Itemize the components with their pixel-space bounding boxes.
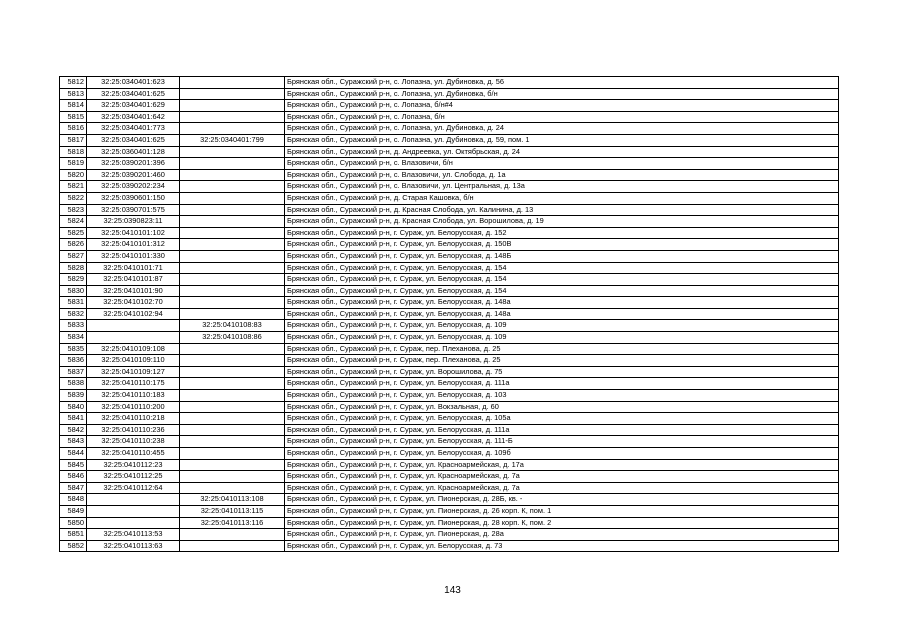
cadastral-number-cell: 32:25:0410102:94 xyxy=(87,308,180,320)
row-number-cell: 5831 xyxy=(60,297,87,309)
table-row xyxy=(60,332,839,344)
row-number-cell: 5822 xyxy=(60,192,87,204)
related-cadastral-number-cell xyxy=(180,471,285,483)
table-row xyxy=(60,297,839,309)
related-cadastral-number-cell xyxy=(180,239,285,251)
cadastral-number-cell: 32:25:0410110:236 xyxy=(87,424,180,436)
address-cell: Брянская обл., Суражский р-н, г. Сураж, ул. Красноармейская, д. 17а xyxy=(285,459,839,471)
row-number-cell: 5819 xyxy=(60,158,87,170)
address-cell: Брянская обл., Суражский р-н, г. Сураж, ул. Белорусская, д. 111а xyxy=(285,378,839,390)
table-row xyxy=(60,390,839,402)
cadastral-number-cell xyxy=(87,320,180,332)
row-number-cell: 5828 xyxy=(60,262,87,274)
table-row xyxy=(60,285,839,297)
row-number-cell: 5840 xyxy=(60,401,87,413)
related-cadastral-number-cell xyxy=(180,285,285,297)
related-cadastral-number-cell xyxy=(180,540,285,552)
table-row xyxy=(60,378,839,390)
related-cadastral-number-cell xyxy=(180,227,285,239)
related-cadastral-number-cell xyxy=(180,413,285,425)
row-number-cell: 5847 xyxy=(60,482,87,494)
table-row xyxy=(60,355,839,367)
related-cadastral-number-cell: 32:25:0410108:86 xyxy=(180,332,285,344)
table-row xyxy=(60,308,839,320)
cadastral-number-cell: 32:25:0410102:70 xyxy=(87,297,180,309)
cadastral-number-cell: 32:25:0410110:183 xyxy=(87,390,180,402)
related-cadastral-number-cell xyxy=(180,355,285,367)
cadastral-number-cell: 32:25:0410110:238 xyxy=(87,436,180,448)
cadastral-number-cell: 32:25:0390201:460 xyxy=(87,169,180,181)
address-cell: Брянская обл., Суражский р-н, с. Влазовичи, ул. Центральная, д. 13а xyxy=(285,181,839,193)
cadastral-number-cell: 32:25:0410113:53 xyxy=(87,529,180,541)
table-row xyxy=(60,111,839,123)
row-number-cell: 5827 xyxy=(60,250,87,262)
related-cadastral-number-cell xyxy=(180,192,285,204)
related-cadastral-number-cell xyxy=(180,100,285,112)
address-cell: Брянская обл., Суражский р-н, г. Сураж, ул. Белорусская, д. 111-Б xyxy=(285,436,839,448)
address-cell: Брянская обл., Суражский р-н, г. Сураж, ул. Пионерская, д. 28а xyxy=(285,529,839,541)
address-cell: Брянская обл., Суражский р-н, г. Сураж, ул. Красноармейская, д. 7а xyxy=(285,471,839,483)
address-cell: Брянская обл., Суражский р-н, д. Андреевка, ул. Октябрьская, д. 24 xyxy=(285,146,839,158)
related-cadastral-number-cell xyxy=(180,204,285,216)
address-cell: Брянская обл., Суражский р-н, г. Сураж, ул. Пионерская, д. 28Б, кв. - xyxy=(285,494,839,506)
address-cell: Брянская обл., Суражский р-н, г. Сураж, ул. Белорусская, д. 105а xyxy=(285,413,839,425)
table-row xyxy=(60,448,839,460)
row-number-cell: 5823 xyxy=(60,204,87,216)
related-cadastral-number-cell: 32:25:0410113:115 xyxy=(180,505,285,517)
address-cell: Брянская обл., Суражский р-н, д. Красная Слобода, ул. Калинина, д. 13 xyxy=(285,204,839,216)
cadastral-number-cell: 32:25:0410110:455 xyxy=(87,448,180,460)
cadastral-number-cell: 32:25:0410109:127 xyxy=(87,366,180,378)
address-cell: Брянская обл., Суражский р-н, с. Лопазна, б/н#4 xyxy=(285,100,839,112)
row-number-cell: 5850 xyxy=(60,517,87,529)
related-cadastral-number-cell xyxy=(180,123,285,135)
address-cell: Брянская обл., Суражский р-н, г. Сураж, ул. Белорусская, д. 148а xyxy=(285,297,839,309)
row-number-cell: 5852 xyxy=(60,540,87,552)
cadastral-number-cell: 32:25:0410113:63 xyxy=(87,540,180,552)
row-number-cell: 5820 xyxy=(60,169,87,181)
related-cadastral-number-cell xyxy=(180,297,285,309)
address-cell: Брянская обл., Суражский р-н, с. Влазовичи, ул. Слобода, д. 1а xyxy=(285,169,839,181)
row-number-cell: 5825 xyxy=(60,227,87,239)
table-row xyxy=(60,482,839,494)
related-cadastral-number-cell xyxy=(180,308,285,320)
related-cadastral-number-cell: 32:25:0410113:108 xyxy=(180,494,285,506)
table-row xyxy=(60,100,839,112)
related-cadastral-number-cell xyxy=(180,529,285,541)
related-cadastral-number-cell xyxy=(180,459,285,471)
row-number-cell: 5836 xyxy=(60,355,87,367)
address-cell: Брянская обл., Суражский р-н, г. Сураж, ул. Белорусская, д. 109б xyxy=(285,448,839,460)
table-row xyxy=(60,505,839,517)
table-row xyxy=(60,158,839,170)
table-row xyxy=(60,459,839,471)
table-row xyxy=(60,146,839,158)
row-number-cell: 5837 xyxy=(60,366,87,378)
row-number-cell: 5848 xyxy=(60,494,87,506)
table-row xyxy=(60,250,839,262)
cadastral-number-cell: 32:25:0390201:396 xyxy=(87,158,180,170)
cadastral-number-cell: 32:25:0410112:25 xyxy=(87,471,180,483)
cadastral-number-cell: 32:25:0410101:71 xyxy=(87,262,180,274)
cadastral-number-cell: 32:25:0390202:234 xyxy=(87,181,180,193)
address-cell: Брянская обл., Суражский р-н, г. Сураж, ул. Пионерская, д. 26 корп. К, пом. 1 xyxy=(285,505,839,517)
address-cell: Брянская обл., Суражский р-н, г. Сураж, ул. Белорусская, д. 150В xyxy=(285,239,839,251)
row-number-cell: 5814 xyxy=(60,100,87,112)
table-row xyxy=(60,204,839,216)
cadastral-number-cell: 32:25:0410112:64 xyxy=(87,482,180,494)
related-cadastral-number-cell xyxy=(180,366,285,378)
table-row xyxy=(60,216,839,228)
cadastral-number-cell: 32:25:0410101:330 xyxy=(87,250,180,262)
cadastral-number-cell: 32:25:0340401:625 xyxy=(87,88,180,100)
related-cadastral-number-cell xyxy=(180,482,285,494)
related-cadastral-number-cell xyxy=(180,274,285,286)
related-cadastral-number-cell xyxy=(180,378,285,390)
address-cell: Брянская обл., Суражский р-н, с. Лопазна, ул. Дубиновка, д. 56 xyxy=(285,77,839,89)
cadastral-number-cell: 32:25:0390823:11 xyxy=(87,216,180,228)
row-number-cell: 5824 xyxy=(60,216,87,228)
related-cadastral-number-cell xyxy=(180,401,285,413)
cadastral-number-cell xyxy=(87,332,180,344)
address-cell: Брянская обл., Суражский р-н, г. Сураж, ул. Красноармейская, д. 7а xyxy=(285,482,839,494)
registry-table xyxy=(59,76,839,552)
address-cell: Брянская обл., Суражский р-н, с. Влазовичи, б/н xyxy=(285,158,839,170)
cadastral-number-cell xyxy=(87,505,180,517)
table-row xyxy=(60,123,839,135)
table-row xyxy=(60,181,839,193)
related-cadastral-number-cell xyxy=(180,424,285,436)
row-number-cell: 5818 xyxy=(60,146,87,158)
row-number-cell: 5851 xyxy=(60,529,87,541)
table-row xyxy=(60,134,839,146)
address-cell: Брянская обл., Суражский р-н, с. Лопазна, ул. Дубиновка, д. 24 xyxy=(285,123,839,135)
cadastral-number-cell: 32:25:0410110:218 xyxy=(87,413,180,425)
table-row xyxy=(60,192,839,204)
cadastral-number-cell: 32:25:0410101:312 xyxy=(87,239,180,251)
address-cell: Брянская обл., Суражский р-н, д. Старая Кашовка, б/н xyxy=(285,192,839,204)
table-row xyxy=(60,540,839,552)
related-cadastral-number-cell xyxy=(180,181,285,193)
address-cell: Брянская обл., Суражский р-н, д. Красная Слобода, ул. Ворошилова, д. 19 xyxy=(285,216,839,228)
related-cadastral-number-cell xyxy=(180,343,285,355)
table-row xyxy=(60,343,839,355)
table-row xyxy=(60,401,839,413)
related-cadastral-number-cell xyxy=(180,111,285,123)
table-row xyxy=(60,517,839,529)
related-cadastral-number-cell xyxy=(180,158,285,170)
cadastral-number-cell: 32:25:0410110:200 xyxy=(87,401,180,413)
table-row xyxy=(60,424,839,436)
row-number-cell: 5841 xyxy=(60,413,87,425)
related-cadastral-number-cell: 32:25:0340401:799 xyxy=(180,134,285,146)
address-cell: Брянская обл., Суражский р-н, с. Лопазна, ул. Дубиновка, д. 59, пом. 1 xyxy=(285,134,839,146)
cadastral-number-cell: 32:25:0410101:102 xyxy=(87,227,180,239)
related-cadastral-number-cell xyxy=(180,262,285,274)
related-cadastral-number-cell xyxy=(180,436,285,448)
address-cell: Брянская обл., Суражский р-н, г. Сураж, ул. Белорусская, д. 148а xyxy=(285,308,839,320)
related-cadastral-number-cell xyxy=(180,448,285,460)
address-cell: Брянская обл., Суражский р-н, г. Сураж, ул. Белорусская, д. 109 xyxy=(285,332,839,344)
address-cell: Брянская обл., Суражский р-н, г. Сураж, пер. Плеханова, д. 25 xyxy=(285,355,839,367)
table-row xyxy=(60,262,839,274)
table-row xyxy=(60,413,839,425)
related-cadastral-number-cell xyxy=(180,390,285,402)
related-cadastral-number-cell: 32:25:0410108:83 xyxy=(180,320,285,332)
row-number-cell: 5829 xyxy=(60,274,87,286)
address-cell: Брянская обл., Суражский р-н, г. Сураж, ул. Белорусская, д. 148Б xyxy=(285,250,839,262)
address-cell: Брянская обл., Суражский р-н, г. Сураж, ул. Белорусская, д. 154 xyxy=(285,274,839,286)
address-cell: Брянская обл., Суражский р-н, г. Сураж, ул. Белорусская, д. 111а xyxy=(285,424,839,436)
row-number-cell: 5846 xyxy=(60,471,87,483)
cadastral-number-cell: 32:25:0340401:642 xyxy=(87,111,180,123)
cadastral-number-cell: 32:25:0340401:625 xyxy=(87,134,180,146)
row-number-cell: 5835 xyxy=(60,343,87,355)
address-cell: Брянская обл., Суражский р-н, г. Сураж, ул. Пионерская, д. 28 корп. К, пом. 2 xyxy=(285,517,839,529)
table-row xyxy=(60,529,839,541)
cadastral-number-cell: 32:25:0410110:175 xyxy=(87,378,180,390)
row-number-cell: 5844 xyxy=(60,448,87,460)
address-cell: Брянская обл., Суражский р-н, с. Лопазна, ул. Дубиновка, б/н xyxy=(285,88,839,100)
cadastral-number-cell xyxy=(87,494,180,506)
cadastral-number-cell: 32:25:0410109:108 xyxy=(87,343,180,355)
related-cadastral-number-cell xyxy=(180,216,285,228)
table-row xyxy=(60,471,839,483)
row-number-cell: 5833 xyxy=(60,320,87,332)
table-row xyxy=(60,88,839,100)
address-cell: Брянская обл., Суражский р-н, г. Сураж, пер. Плеханова, д. 25 xyxy=(285,343,839,355)
row-number-cell: 5842 xyxy=(60,424,87,436)
row-number-cell: 5838 xyxy=(60,378,87,390)
row-number-cell: 5830 xyxy=(60,285,87,297)
cadastral-number-cell: 32:25:0390601:150 xyxy=(87,192,180,204)
cadastral-number-cell: 32:25:0410101:90 xyxy=(87,285,180,297)
cadastral-number-cell: 32:25:0390701:575 xyxy=(87,204,180,216)
row-number-cell: 5834 xyxy=(60,332,87,344)
row-number-cell: 5815 xyxy=(60,111,87,123)
cadastral-number-cell: 32:25:0340401:773 xyxy=(87,123,180,135)
cadastral-number-cell: 32:25:0410109:110 xyxy=(87,355,180,367)
address-cell: Брянская обл., Суражский р-н, с. Лопазна, б/н xyxy=(285,111,839,123)
row-number-cell: 5813 xyxy=(60,88,87,100)
cadastral-number-cell: 32:25:0360401:128 xyxy=(87,146,180,158)
related-cadastral-number-cell xyxy=(180,169,285,181)
cadastral-number-cell xyxy=(87,517,180,529)
table-row xyxy=(60,436,839,448)
row-number-cell: 5849 xyxy=(60,505,87,517)
table-row xyxy=(60,320,839,332)
row-number-cell: 5817 xyxy=(60,134,87,146)
row-number-cell: 5812 xyxy=(60,77,87,89)
registry-table-body xyxy=(60,77,839,552)
address-cell: Брянская обл., Суражский р-н, г. Сураж, ул. Белорусская, д. 152 xyxy=(285,227,839,239)
cadastral-number-cell: 32:25:0340401:629 xyxy=(87,100,180,112)
related-cadastral-number-cell: 32:25:0410113:116 xyxy=(180,517,285,529)
page-number: 143 xyxy=(444,585,461,596)
cadastral-number-cell: 32:25:0410101:87 xyxy=(87,274,180,286)
cadastral-number-cell: 32:25:0410112:23 xyxy=(87,459,180,471)
address-cell: Брянская обл., Суражский р-н, г. Сураж, ул. Ворошилова, д. 75 xyxy=(285,366,839,378)
row-number-cell: 5839 xyxy=(60,390,87,402)
table-row xyxy=(60,274,839,286)
related-cadastral-number-cell xyxy=(180,146,285,158)
address-cell: Брянская обл., Суражский р-н, г. Сураж, ул. Белорусская, д. 109 xyxy=(285,320,839,332)
related-cadastral-number-cell xyxy=(180,77,285,89)
address-cell: Брянская обл., Суражский р-н, г. Сураж, ул. Вокзальная, д. 60 xyxy=(285,401,839,413)
address-cell: Брянская обл., Суражский р-н, г. Сураж, ул. Белорусская, д. 154 xyxy=(285,262,839,274)
related-cadastral-number-cell xyxy=(180,88,285,100)
row-number-cell: 5832 xyxy=(60,308,87,320)
address-cell: Брянская обл., Суражский р-н, г. Сураж, ул. Белорусская, д. 154 xyxy=(285,285,839,297)
table-row xyxy=(60,239,839,251)
cadastral-number-cell: 32:25:0340401:623 xyxy=(87,77,180,89)
address-cell: Брянская обл., Суражский р-н, г. Сураж, ул. Белорусская, д. 103 xyxy=(285,390,839,402)
row-number-cell: 5845 xyxy=(60,459,87,471)
table-row xyxy=(60,169,839,181)
row-number-cell: 5816 xyxy=(60,123,87,135)
row-number-cell: 5821 xyxy=(60,181,87,193)
table-row xyxy=(60,77,839,89)
table-row xyxy=(60,227,839,239)
related-cadastral-number-cell xyxy=(180,250,285,262)
row-number-cell: 5843 xyxy=(60,436,87,448)
table-row xyxy=(60,494,839,506)
table-row xyxy=(60,366,839,378)
address-cell: Брянская обл., Суражский р-н, г. Сураж, ул. Белорусская, д. 73 xyxy=(285,540,839,552)
row-number-cell: 5826 xyxy=(60,239,87,251)
